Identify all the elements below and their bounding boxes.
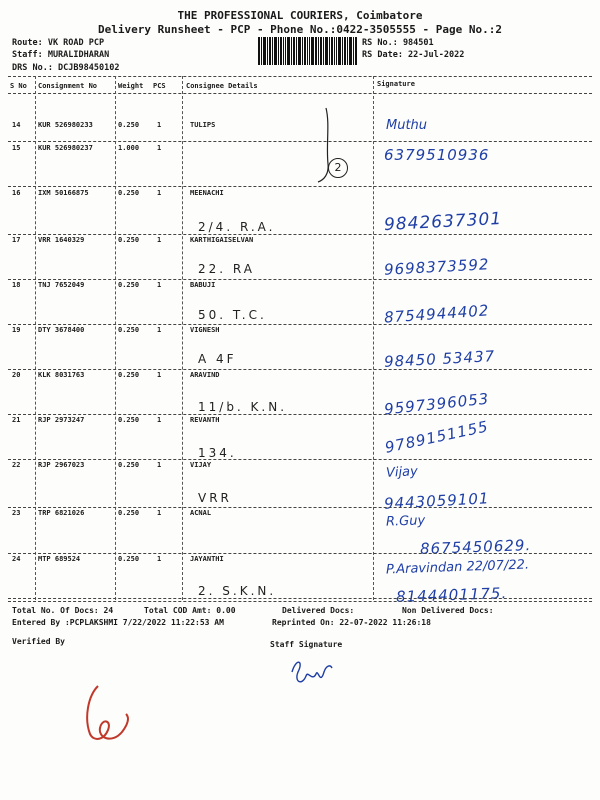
verified-by-label: Verified By [12,637,65,646]
row-handwritten-address: VRR [198,491,232,505]
row-weight: 0.250 [118,189,140,197]
row-signature-phone: 8675450629. [419,536,532,558]
row-signature-phone: 9597396053 [383,389,491,419]
staff-signature-scribble [286,652,336,692]
row-separator [8,414,592,415]
row-consignee-name: VIGNESH [190,326,220,334]
row-handwritten-address: 22. RA [198,262,255,276]
row-pcs: 1 [157,189,162,197]
staff-label: Staff: MURALIDHARAN [12,50,110,60]
row-pcs: 1 [157,121,162,129]
row-signature-phone: 8754944402 [383,301,490,327]
row-consignment-number: RJP 2967023 [38,461,85,469]
row-consignee-name: KARTHIGAISELVAN [190,236,254,244]
route-label: Route: VK ROAD PCP [12,38,105,48]
runsheet-title: Delivery Runsheet - PCP - Phone No.:0422-3505555 - Page No.:2 [98,23,502,36]
row-consignee-name: REVANTH [190,416,220,424]
barcode [258,37,358,65]
row-consignee-name: ACNAL [190,509,212,517]
row-signature-name: P.Aravindan 22/07/22. [385,557,530,578]
column-header-signature: Signature [377,80,415,88]
table-top-rule [8,76,592,77]
row-pcs: 1 [157,326,162,334]
row-pcs: 1 [157,461,162,469]
row-signature-phone: 98450 53437 [383,347,496,371]
header-rule [8,93,592,94]
column-header-consignee: Consignee Details [186,82,258,90]
row-signature-phone: 8144401175. [395,584,508,606]
row-weight: 0.250 [118,326,140,334]
row-separator [8,186,592,187]
row-separator [8,459,592,460]
row-weight: 0.250 [118,416,140,424]
row-sno: 22 [12,461,21,469]
row-consignee-name: JAYANTHI [190,555,224,563]
row-separator [8,324,592,325]
row-signature-name: Muthu [386,118,428,133]
row-separator [8,507,592,508]
row-handwritten-address: A 4F [198,352,237,366]
row-sno: 21 [12,416,21,424]
row-sno: 18 [12,281,21,289]
row-signature-name: Vijay [385,464,419,481]
row-separator [8,234,592,235]
row-sno: 20 [12,371,21,379]
company-title: THE PROFESSIONAL COURIERS, Coimbatore [177,9,423,22]
row-separator [8,279,592,280]
rs-number: RS No.: 984501 [362,38,434,48]
row-separator [8,598,592,599]
row-handwritten-address: 50. T.C. [198,308,267,322]
rs-date: RS Date: 22-Jul-2022 [362,50,465,60]
row-sno: 24 [12,555,21,563]
row-sno: 14 [12,121,21,129]
row-pcs: 1 [157,555,162,563]
row-consignment-number: KLK 8031763 [38,371,85,379]
row-consignment-number: IXM 50166875 [38,189,89,197]
verifier-signature-scribble [78,678,138,748]
row-consignment-number: MTP 689524 [38,555,81,563]
row-signature-phone: 9842637301 [383,208,503,236]
row-pcs: 1 [157,236,162,244]
row-sno: 19 [12,326,21,334]
row-pcs: 1 [157,509,162,517]
row-separator [8,553,592,554]
row-weight: 0.250 [118,461,140,469]
row-handwritten-address: 2/4. R.A. [198,220,276,234]
column-divider [373,76,374,600]
delivered-docs: Delivered Docs: [282,606,355,615]
total-docs: Total No. Of Docs: 24 [12,606,114,615]
row-weight: 0.250 [118,121,140,129]
column-header-sno: S No [10,82,27,90]
row-consignee-name: TULIPS [190,121,216,129]
row-weight: 0.250 [118,555,140,563]
row-signature-name: R.Guy [385,513,426,530]
row-sno: 15 [12,144,21,152]
row-separator [8,369,592,370]
staff-signature-label: Staff Signature [270,640,343,649]
row-sno: 17 [12,236,21,244]
row-pcs: 1 [157,371,162,379]
row-handwritten-address: 11/b. K.N. [198,400,288,414]
row-pcs: 1 [157,416,162,424]
non-delivered-docs: Non Delivered Docs: [402,606,494,615]
row-weight: 0.250 [118,281,140,289]
footer-rule [8,601,592,602]
row-sno: 23 [12,509,21,517]
reprinted-on: Reprinted On: 22-07-2022 11:26:18 [272,618,431,627]
row-weight: 0.250 [118,236,140,244]
circled-number: 2 [328,158,348,178]
row-consignee-name: MEENACHI [190,189,224,197]
row-weight: 0.250 [118,509,140,517]
row-consignee-name: BABUJI [190,281,216,289]
row-handwritten-address: 2. S.K.N. [198,584,277,598]
row-weight: 0.250 [118,371,140,379]
row-consignment-number: RJP 2973247 [38,416,85,424]
row-consignment-number: TNJ 7652049 [38,281,85,289]
drs-number: DRS No.: DCJB98450102 [12,63,120,73]
column-header-consignment: Consignment No [38,82,98,90]
entered-by: Entered By :PCPLAKSHMI 7/22/2022 11:22:53 AM [12,618,224,627]
row-signature-phone: 6379510936 [384,146,490,164]
row-pcs: 1 [157,281,162,289]
row-consignment-number: KUR 526980233 [38,121,93,129]
row-signature-phone: 9789151155 [383,417,491,457]
row-signature-phone: 9698373592 [383,255,490,279]
row-consignee-name: ARAVIND [190,371,220,379]
row-sno: 16 [12,189,21,197]
column-divider [115,76,116,600]
row-consignment-number: TRP 6821026 [38,509,85,517]
row-handwritten-address: 134. [198,446,237,460]
row-consignment-number: DTY 3678400 [38,326,85,334]
row-consignment-number: VRR 1640329 [38,236,85,244]
total-cod-amount: Total COD Amt: 0.00 [144,606,236,615]
column-header-weight: Weight [118,82,144,90]
row-pcs: 1 [157,144,162,152]
row-consignee-name: VIJAY [190,461,212,469]
row-consignment-number: KUR 526980237 [38,144,93,152]
column-header-pcs: PCS [153,82,166,90]
column-divider [35,76,36,600]
row-signature-phone: 9443059101 [383,489,490,513]
column-divider [182,76,183,600]
row-weight: 1.000 [118,144,140,152]
